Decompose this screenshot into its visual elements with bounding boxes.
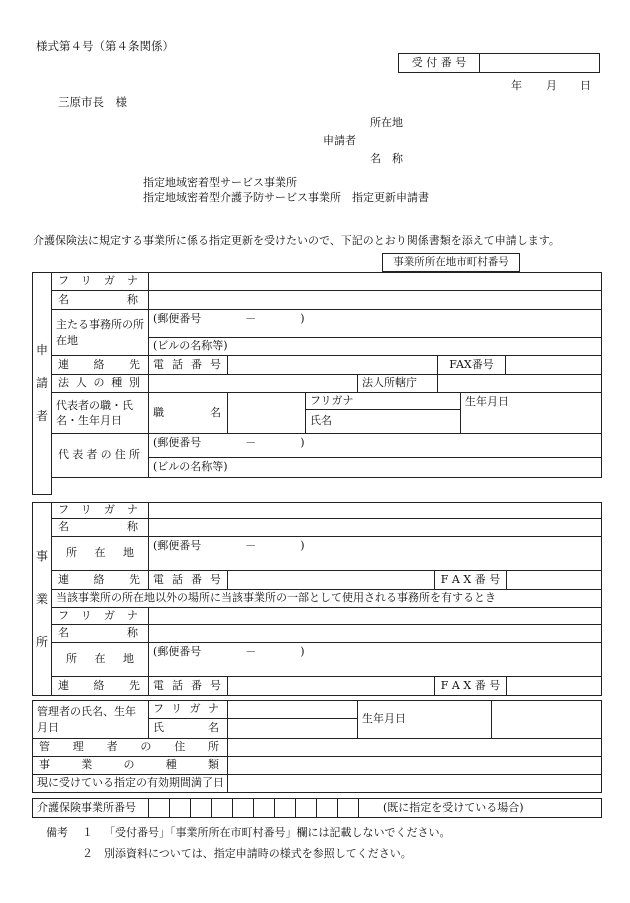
office-location-label: 所在地 (52, 537, 149, 571)
remarks-item1-no: １ (82, 826, 93, 839)
form-number: 様式第４号（第４条関係） (36, 39, 174, 53)
applicant-fax-label: FAX番号 (438, 356, 506, 375)
insurance-digit[interactable] (275, 799, 296, 818)
applicant-label: 申請者 (323, 134, 356, 147)
applicant-address-label: 所在地 (370, 116, 403, 129)
remarks-item2: 別添資料については、指定申請時の様式を参照してください。 (104, 847, 412, 860)
rep-position-label: 職 名 (149, 393, 228, 434)
rep-dob-label: 生年月日 (461, 393, 602, 434)
application-table (32, 272, 602, 495)
manager-name-label: 氏名 (149, 719, 228, 739)
business-type-field[interactable] (228, 757, 602, 775)
office-phone-field[interactable] (228, 571, 435, 590)
rep-position-field[interactable] (228, 393, 306, 434)
office-fax-label: F A X 番 号 (435, 571, 507, 590)
rep-furigana-label: フリガナ (306, 393, 461, 410)
insurance-number-table (32, 798, 602, 818)
branch-fax-field[interactable] (507, 677, 602, 696)
manager-table (32, 700, 602, 793)
receipt-number-box (398, 53, 600, 73)
branch-fax-label: F A X 番 号 (435, 677, 507, 696)
corp-type-field[interactable] (149, 375, 358, 393)
insurance-digit[interactable] (170, 799, 191, 818)
branch-furigana-field[interactable] (149, 608, 602, 625)
addressee: 三原市長 様 (58, 95, 127, 109)
date-year: 年 (511, 79, 522, 92)
insurance-digit[interactable] (149, 799, 170, 818)
insurance-digit[interactable] (317, 799, 338, 818)
branch-location-label: 所在地 (52, 643, 149, 677)
office-furigana-label: フリガナ (52, 503, 149, 519)
insurance-digit[interactable] (338, 799, 359, 818)
branch-furigana-label: フリガナ (52, 608, 149, 625)
office-contact-label: 連絡先 (52, 571, 149, 590)
receipt-number-field[interactable] (480, 54, 600, 73)
current-expiry-field[interactable] (228, 775, 602, 793)
insurance-digit[interactable] (212, 799, 233, 818)
remarks-label: 備考 (46, 826, 68, 839)
rep-title-name-dob-label: 代表者の職・氏名・生年月日 (52, 393, 149, 434)
office-phone-label: 電話番号 (149, 571, 228, 590)
rep-name-label: 氏名 (306, 410, 461, 434)
office-postal[interactable]: (郵便番号 － ) (149, 537, 602, 571)
office-fax-field[interactable] (507, 571, 602, 590)
office-name-label: 名称 (52, 519, 149, 537)
municipality-code-label: 事業所所在地市町村番号 (383, 254, 520, 272)
manager-dob-label: 生年月日 (358, 701, 492, 739)
applicant-furigana-label: フリガナ (52, 273, 149, 291)
remarks-item1: 「受付番号」「事業所所在市町村番号」欄には記載しないでください。 (104, 826, 451, 839)
applicant-name-field[interactable] (149, 291, 602, 310)
rep-building[interactable]: (ビルの名称等) (149, 458, 602, 478)
branch-name-field[interactable] (149, 625, 602, 643)
applicant-phone-label: 電話番号 (149, 356, 228, 375)
remarks-item2-no: ２ (82, 847, 93, 860)
insurance-digit[interactable] (296, 799, 317, 818)
insurance-digit[interactable] (254, 799, 275, 818)
applicant-name-label: 名称 (52, 291, 149, 310)
office-name-field[interactable] (149, 519, 602, 537)
current-expiry-label: 現に受けている指定の有効期間満了日 (33, 775, 228, 793)
office-table (32, 502, 602, 696)
branch-phone-label: 電話番号 (149, 677, 228, 696)
branch-postal[interactable]: (郵便番号 － ) (149, 643, 602, 677)
applicant-contact-label: 連絡先 (52, 356, 149, 375)
insurance-office-no-label: 介護保険事業所番号 (33, 799, 149, 818)
main-office-postal[interactable]: (郵便番号 － ) (149, 310, 602, 338)
manager-address-label: 管理者の住所 (33, 739, 228, 757)
intro-text: 介護保険法に規定する事業所に係る指定更新を受けたいので、下記のとおり関係書類を添えて申請します。 (33, 234, 560, 247)
manager-dob-field[interactable] (492, 701, 602, 739)
municipality-code-box (382, 253, 520, 272)
manager-furigana-label: フリガナ (149, 701, 228, 719)
branch-phone-field[interactable] (228, 677, 435, 696)
insurance-digit[interactable] (191, 799, 212, 818)
date-day: 日 (580, 79, 591, 92)
applicant-furigana-field[interactable] (149, 273, 602, 291)
branch-contact-label: 連絡先 (52, 677, 149, 696)
applicant-phone-field[interactable] (228, 356, 438, 375)
main-office-address-label: 主たる事務所の所在地 (52, 310, 149, 356)
branch-name-label: 名称 (52, 625, 149, 643)
insurance-note: (既に指定を受けている場合) (359, 799, 602, 818)
applicant-name-label: 名 称 (370, 152, 403, 165)
business-type-label: 事業の種類 (33, 757, 228, 775)
manager-name-dob-label: 管理者の氏名、生年月日 (33, 701, 149, 739)
title-line-1: 指定地域密着型サービス事業所 (143, 176, 297, 189)
corp-authority-label: 法人所轄庁 (358, 375, 438, 393)
section-office-label: 事 業 所 (33, 503, 52, 696)
manager-name-field[interactable] (228, 719, 358, 739)
date-month: 月 (546, 79, 557, 92)
rep-address-label: 代表者の住所 (52, 434, 149, 478)
other-office-note: 当該事業所の所在地以外の場所に当該事業所の一部として使用される事務所を有するとき (52, 590, 602, 608)
corp-type-label: 法人の種別 (52, 375, 149, 393)
manager-furigana-field[interactable] (228, 701, 358, 719)
main-office-building[interactable]: (ビルの名称等) (149, 338, 602, 356)
rep-postal[interactable]: (郵便番号 － ) (149, 434, 602, 458)
section-applicant: 申 請 者 (33, 273, 52, 495)
receipt-number-label: 受 付 番 号 (399, 54, 480, 73)
title-line-2: 指定地域密着型介護予防サービス事業所 指定更新申請書 (143, 191, 429, 204)
insurance-digit[interactable] (233, 799, 254, 818)
corp-authority-field[interactable] (438, 375, 602, 393)
manager-address-field[interactable] (228, 739, 602, 757)
office-furigana-field[interactable] (149, 503, 602, 519)
applicant-fax-field[interactable] (506, 356, 602, 375)
